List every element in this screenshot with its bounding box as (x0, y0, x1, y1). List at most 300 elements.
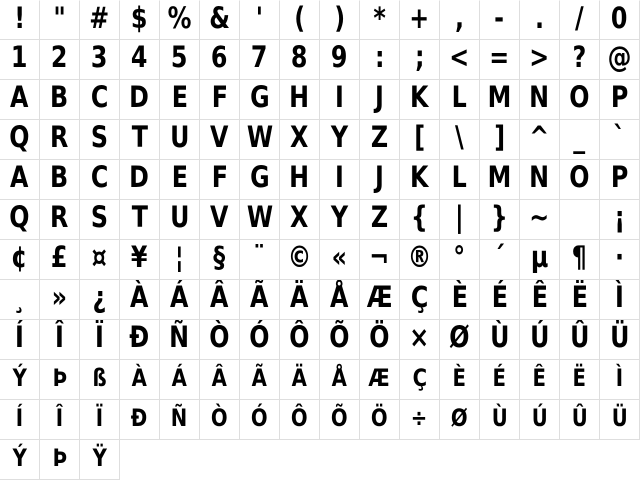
glyph-cell[interactable] (440, 120, 480, 160)
glyph: Õ (329, 320, 350, 354)
glyph-cell[interactable] (80, 160, 120, 200)
glyph: É (491, 280, 508, 314)
glyph: 6 (211, 40, 228, 74)
glyph: A (10, 160, 29, 194)
glyph-cell[interactable] (400, 120, 440, 160)
glyph-cell[interactable] (40, 40, 80, 80)
glyph-cell[interactable] (440, 400, 480, 440)
glyph-cell[interactable] (520, 240, 560, 280)
glyph-cell[interactable] (240, 160, 280, 200)
glyph: Ç (412, 363, 427, 392)
glyph-cell[interactable] (400, 320, 440, 360)
glyph: Ò (209, 320, 230, 354)
glyph: ' (255, 0, 264, 35)
glyph: ~ (529, 200, 550, 234)
charmap-row (0, 280, 640, 320)
glyph: 2 (51, 40, 68, 74)
glyph-cell[interactable] (480, 40, 520, 80)
glyph-cell[interactable] (480, 320, 520, 360)
glyph-cell[interactable] (200, 200, 240, 240)
glyph: ; (414, 40, 425, 74)
glyph: Ï (95, 403, 104, 432)
glyph: Ý (12, 363, 27, 392)
glyph-cell[interactable] (320, 80, 360, 120)
glyph-cell[interactable] (320, 240, 360, 280)
glyph: Ü (609, 320, 630, 354)
glyph-cell[interactable] (120, 400, 160, 440)
glyph: Í (15, 403, 24, 432)
glyph-cell[interactable] (600, 320, 640, 360)
glyph: { (411, 200, 428, 234)
glyph-cell[interactable] (440, 40, 480, 80)
glyph: À (130, 280, 149, 314)
glyph-cell[interactable] (480, 80, 520, 120)
glyph: Ë (572, 363, 587, 392)
glyph-cell[interactable] (520, 320, 560, 360)
glyph-cell[interactable] (600, 200, 640, 240)
glyph-cell[interactable] (40, 80, 80, 120)
glyph: - (494, 0, 505, 35)
glyph-cell[interactable] (80, 200, 120, 240)
glyph-cell[interactable] (40, 400, 80, 440)
glyph-cell[interactable] (600, 360, 640, 400)
glyph: ¦ (175, 240, 184, 274)
glyph-cell[interactable] (440, 80, 480, 120)
glyph-cell[interactable] (520, 80, 560, 120)
glyph-cell[interactable] (600, 0, 640, 40)
glyph: R (50, 120, 69, 154)
glyph-cell[interactable] (240, 120, 280, 160)
glyph-cell[interactable] (400, 40, 440, 80)
glyph: 7 (251, 40, 268, 74)
glyph: C (90, 80, 109, 114)
glyph-cell[interactable] (200, 0, 240, 40)
glyph-cell[interactable] (200, 320, 240, 360)
glyph-cell[interactable] (360, 360, 400, 400)
glyph-cell[interactable] (240, 360, 280, 400)
glyph: ¬ (369, 240, 390, 274)
glyph: Î (55, 320, 64, 354)
glyph: F (211, 160, 228, 194)
charmap-row (0, 240, 640, 280)
glyph-cell[interactable] (80, 440, 120, 480)
glyph: S (90, 200, 109, 234)
glyph: \ (455, 120, 464, 154)
glyph-cell[interactable] (120, 160, 160, 200)
glyph-cell[interactable] (160, 320, 200, 360)
glyph-cell[interactable] (360, 0, 400, 40)
glyph-cell[interactable] (440, 280, 480, 320)
glyph-cell[interactable] (480, 200, 520, 240)
glyph-cell[interactable] (160, 40, 200, 80)
glyph-cell[interactable] (40, 240, 80, 280)
glyph-cell[interactable] (400, 160, 440, 200)
glyph-cell[interactable] (40, 0, 80, 40)
glyph-cell[interactable] (160, 360, 200, 400)
glyph-cell[interactable] (280, 40, 320, 80)
glyph: È (451, 280, 468, 314)
glyph: [ (414, 120, 425, 154)
glyph: B (50, 80, 69, 114)
glyph: D (129, 160, 150, 194)
glyph: ¶ (571, 240, 588, 274)
glyph: Ã (251, 363, 268, 392)
glyph-cell[interactable] (600, 280, 640, 320)
glyph-cell[interactable] (0, 40, 40, 80)
glyph: ^ (529, 120, 550, 154)
glyph-cell[interactable] (520, 160, 560, 200)
glyph-cell[interactable] (560, 200, 600, 240)
charmap-row (0, 440, 640, 480)
glyph: T (131, 200, 148, 234)
glyph: T (131, 120, 148, 154)
glyph-cell[interactable] (400, 200, 440, 240)
glyph-cell[interactable] (520, 0, 560, 40)
glyph: & (209, 0, 230, 35)
glyph-cell[interactable] (160, 120, 200, 160)
glyph-cell[interactable] (240, 200, 280, 240)
glyph-cell[interactable] (360, 40, 400, 80)
glyph-cell[interactable] (520, 40, 560, 80)
glyph-cell[interactable] (40, 200, 80, 240)
glyph-cell[interactable] (560, 240, 600, 280)
glyph-cell[interactable] (160, 400, 200, 440)
glyph-cell[interactable] (240, 400, 280, 440)
glyph-cell[interactable] (400, 80, 440, 120)
glyph: ß (92, 363, 107, 392)
glyph-cell[interactable] (80, 240, 120, 280)
glyph: + (409, 0, 430, 35)
glyph: ] (494, 120, 505, 154)
glyph: = (489, 40, 510, 74)
glyph: ¥ (131, 240, 148, 274)
glyph-cell[interactable] (320, 40, 360, 80)
glyph-cell[interactable] (120, 240, 160, 280)
glyph-cell[interactable] (0, 0, 40, 40)
glyph: , (454, 0, 465, 35)
glyph: £ (51, 240, 68, 274)
glyph: ¤ (91, 240, 108, 274)
glyph-cell[interactable] (200, 400, 240, 440)
glyph: ÷ (411, 403, 428, 432)
glyph-cell[interactable] (560, 120, 600, 160)
glyph: Q (9, 120, 30, 154)
glyph: Ì (615, 363, 624, 392)
glyph: È (452, 363, 467, 392)
glyph-cell[interactable] (600, 160, 640, 200)
glyph-cell[interactable] (560, 80, 600, 120)
glyph: Ð (129, 320, 150, 354)
glyph-cell[interactable] (280, 400, 320, 440)
glyph-cell[interactable] (240, 320, 280, 360)
glyph: R (50, 200, 69, 234)
glyph-cell[interactable] (400, 0, 440, 40)
glyph-cell[interactable] (320, 160, 360, 200)
glyph-cell[interactable] (560, 280, 600, 320)
glyph: W (246, 120, 273, 154)
glyph: 0 (611, 0, 628, 35)
charmap-row (0, 400, 640, 440)
glyph-cell[interactable] (160, 240, 200, 280)
glyph: | (455, 200, 464, 234)
glyph-cell[interactable] (200, 160, 240, 200)
glyph-cell[interactable] (200, 360, 240, 400)
glyph-cell[interactable] (440, 200, 480, 240)
glyph-cell[interactable] (600, 120, 640, 160)
glyph: Á (170, 280, 189, 314)
glyph: G (249, 80, 270, 114)
glyph: N (529, 80, 550, 114)
glyph-cell[interactable] (0, 240, 40, 280)
glyph: N (529, 160, 550, 194)
glyph-cell[interactable] (40, 280, 80, 320)
glyph: Ô (289, 320, 310, 354)
glyph: Ï (95, 320, 104, 354)
glyph: É (492, 363, 507, 392)
glyph-cell[interactable] (560, 0, 600, 40)
glyph: Æ (366, 280, 393, 314)
glyph-cell[interactable] (560, 320, 600, 360)
glyph-cell[interactable] (0, 160, 40, 200)
glyph-cell[interactable] (440, 320, 480, 360)
glyph: À (131, 363, 148, 392)
glyph-cell[interactable] (0, 400, 40, 440)
glyph-cell[interactable] (80, 280, 120, 320)
glyph-cell[interactable] (120, 280, 160, 320)
glyph-cell[interactable] (160, 200, 200, 240)
glyph-cell[interactable] (320, 0, 360, 40)
glyph-cell[interactable] (80, 80, 120, 120)
glyph: ¡ (614, 200, 625, 234)
glyph-cell[interactable] (520, 360, 560, 400)
glyph: Ñ (169, 320, 190, 354)
glyph-cell[interactable] (0, 320, 40, 360)
glyph-cell[interactable] (440, 360, 480, 400)
glyph-cell[interactable] (480, 360, 520, 400)
glyph-cell[interactable] (360, 80, 400, 120)
glyph: Ú (531, 403, 548, 432)
glyph: ` (613, 120, 626, 154)
glyph-cell[interactable] (600, 400, 640, 440)
glyph: @ (607, 40, 632, 74)
glyph-cell[interactable] (360, 400, 400, 440)
glyph: U (169, 120, 190, 154)
glyph-cell[interactable] (280, 160, 320, 200)
glyph-cell[interactable] (360, 320, 400, 360)
glyph-cell[interactable] (360, 160, 400, 200)
glyph: Î (55, 403, 64, 432)
glyph-cell[interactable] (200, 280, 240, 320)
glyph: Ø (451, 403, 468, 432)
glyph-cell[interactable] (400, 400, 440, 440)
glyph: Ø (449, 320, 470, 354)
glyph-cell[interactable] (80, 320, 120, 360)
glyph-cell[interactable] (200, 240, 240, 280)
glyph: Y (330, 120, 349, 154)
glyph-cell[interactable] (600, 240, 640, 280)
glyph-cell[interactable] (0, 80, 40, 120)
glyph-cell[interactable] (40, 440, 80, 480)
glyph: > (529, 40, 550, 74)
glyph-cell[interactable] (280, 280, 320, 320)
charmap-row (0, 360, 640, 400)
glyph-cell[interactable] (160, 160, 200, 200)
glyph-cell[interactable] (480, 160, 520, 200)
glyph: Ù (489, 320, 510, 354)
glyph-cell[interactable] (240, 240, 280, 280)
glyph: } (491, 200, 508, 234)
glyph: µ (530, 240, 549, 274)
glyph: V (210, 200, 229, 234)
glyph-cell[interactable] (360, 200, 400, 240)
glyph-cell[interactable] (280, 120, 320, 160)
glyph: Ò (211, 403, 228, 432)
glyph-cell[interactable] (120, 360, 160, 400)
glyph-cell[interactable] (400, 240, 440, 280)
glyph-cell[interactable] (480, 0, 520, 40)
glyph: · (614, 240, 625, 274)
glyph: Â (210, 280, 229, 314)
glyph-cell[interactable] (160, 80, 200, 120)
glyph-cell[interactable] (80, 40, 120, 80)
glyph: ´ (493, 240, 506, 274)
glyph-cell[interactable] (520, 120, 560, 160)
glyph-cell[interactable] (520, 280, 560, 320)
glyph-cell[interactable] (40, 320, 80, 360)
glyph-cell[interactable] (0, 440, 40, 480)
glyph-cell[interactable] (40, 360, 80, 400)
glyph-cell[interactable] (80, 360, 120, 400)
glyph-cell[interactable] (440, 160, 480, 200)
glyph: Í (15, 320, 24, 354)
glyph-cell[interactable] (320, 120, 360, 160)
glyph-cell[interactable] (600, 40, 640, 80)
glyph: ® (407, 240, 432, 274)
glyph: H (289, 80, 310, 114)
glyph: × (409, 320, 430, 354)
glyph-cell[interactable] (120, 320, 160, 360)
glyph-cell[interactable] (80, 400, 120, 440)
glyph: J (375, 160, 384, 194)
glyph: Z (370, 120, 389, 154)
glyph: ¢ (11, 240, 28, 274)
glyph-cell[interactable] (560, 40, 600, 80)
glyph-cell[interactable] (0, 280, 40, 320)
glyph: Ô (291, 403, 308, 432)
glyph-cell[interactable] (360, 280, 400, 320)
glyph-cell[interactable] (400, 360, 440, 400)
glyph-cell[interactable] (280, 80, 320, 120)
glyph-cell[interactable] (280, 0, 320, 40)
glyph-cell[interactable] (200, 40, 240, 80)
glyph-cell[interactable] (280, 200, 320, 240)
glyph-cell[interactable] (560, 360, 600, 400)
glyph-cell[interactable] (320, 200, 360, 240)
glyph-cell[interactable] (440, 240, 480, 280)
glyph-cell[interactable] (520, 200, 560, 240)
glyph: Ù (491, 403, 508, 432)
glyph-cell[interactable] (200, 80, 240, 120)
glyph: Þ (52, 443, 67, 472)
glyph-cell[interactable] (480, 400, 520, 440)
glyph: " (53, 0, 66, 35)
charmap-row (0, 200, 640, 240)
glyph: O (569, 80, 590, 114)
glyph-cell[interactable] (280, 320, 320, 360)
glyph: Q (9, 200, 30, 234)
glyph-cell[interactable] (240, 280, 280, 320)
glyph-cell[interactable] (320, 400, 360, 440)
charmap-row (0, 320, 640, 360)
glyph: « (331, 240, 348, 274)
glyph: Ý (12, 443, 27, 472)
glyph-cell[interactable] (0, 120, 40, 160)
glyph-cell[interactable] (320, 360, 360, 400)
glyph-cell[interactable] (80, 0, 120, 40)
glyph-cell[interactable] (480, 120, 520, 160)
glyph: P (610, 80, 629, 114)
glyph-cell[interactable] (320, 320, 360, 360)
glyph: Á (171, 363, 188, 392)
glyph-cell[interactable] (0, 360, 40, 400)
glyph-cell[interactable] (40, 160, 80, 200)
glyph: I (335, 80, 344, 114)
glyph-cell[interactable] (240, 80, 280, 120)
glyph-cell[interactable] (120, 0, 160, 40)
glyph-cell[interactable] (120, 120, 160, 160)
glyph: _ (573, 120, 586, 154)
glyph-cell[interactable] (480, 280, 520, 320)
glyph-cell[interactable] (240, 40, 280, 80)
glyph-cell[interactable] (280, 360, 320, 400)
glyph-cell[interactable] (80, 120, 120, 160)
glyph: F (211, 80, 228, 114)
glyph-cell[interactable] (320, 280, 360, 320)
glyph-cell[interactable] (0, 200, 40, 240)
glyph-cell[interactable] (440, 0, 480, 40)
glyph: Å (331, 363, 348, 392)
glyph: I (335, 160, 344, 194)
glyph-cell[interactable] (120, 80, 160, 120)
glyph-cell[interactable] (360, 240, 400, 280)
glyph-cell[interactable] (200, 120, 240, 160)
glyph: . (534, 0, 545, 35)
glyph-cell[interactable] (240, 0, 280, 40)
glyph-cell[interactable] (120, 200, 160, 240)
glyph-cell[interactable] (520, 400, 560, 440)
glyph: Ó (249, 320, 270, 354)
glyph: Ê (531, 280, 548, 314)
glyph: Ç (410, 280, 429, 314)
glyph-cell[interactable] (160, 0, 200, 40)
glyph: E (171, 160, 188, 194)
glyph: 5 (171, 40, 188, 74)
glyph-cell[interactable] (40, 120, 80, 160)
glyph-cell[interactable] (280, 240, 320, 280)
glyph: 3 (91, 40, 108, 74)
glyph-cell[interactable] (400, 280, 440, 320)
glyph-cell[interactable] (360, 120, 400, 160)
glyph-cell[interactable] (160, 280, 200, 320)
glyph: W (246, 200, 273, 234)
glyph: ! (14, 0, 25, 35)
glyph-cell[interactable] (120, 40, 160, 80)
glyph-cell[interactable] (560, 400, 600, 440)
glyph-cell[interactable] (560, 160, 600, 200)
glyph-cell[interactable] (480, 240, 520, 280)
glyph-cell[interactable] (600, 80, 640, 120)
glyph: ¨ (253, 240, 266, 274)
